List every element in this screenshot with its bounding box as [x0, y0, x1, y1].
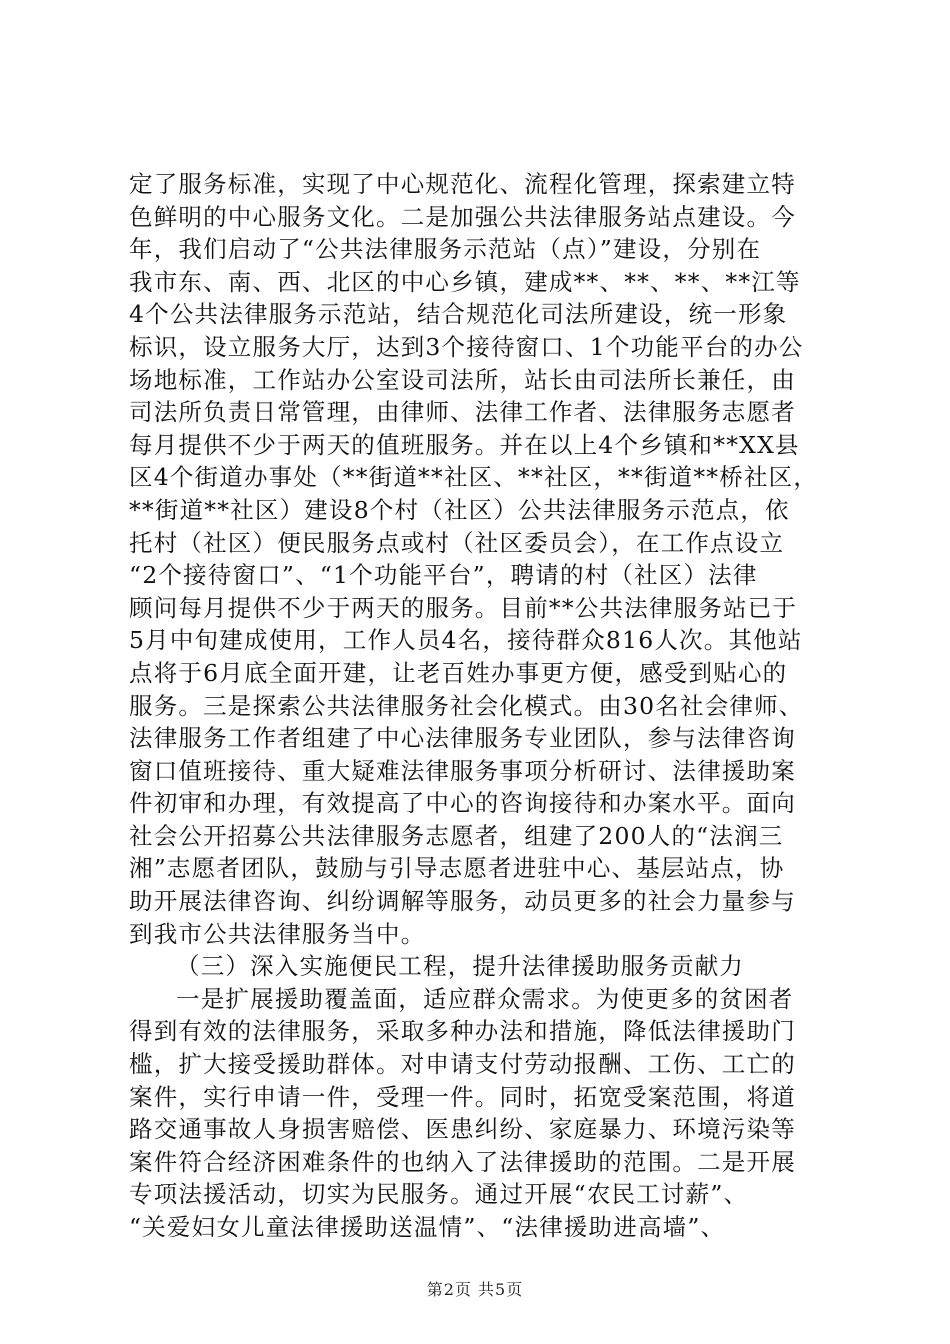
text-line: 司法所负责日常管理，由律师、法律工作者、法律服务志愿者 [129, 398, 796, 427]
text-line: “2个接待窗口”、“1个功能平台”，聘请的村（社区）法律 [129, 561, 758, 590]
text-line: 案件符合经济困难条件的也纳入了法律援助的范围。二是开展 [129, 1147, 796, 1176]
text-line: **街道**社区）建设8个村（社区）公共法律服务示范点，依 [129, 495, 790, 524]
text-line: 案件，实行申请一件，受理一件。同时，拓宽受案范围，将道 [129, 1082, 796, 1111]
text-line: 窗口值班接待、重大疑难法律服务事项分析研讨、法律援助案 [129, 756, 796, 785]
page-number-footer: 第2页 共5页 [426, 1280, 524, 1299]
text-line: 区4个街道办事处（**街道**社区、**社区，**街道**桥社区， [129, 463, 819, 492]
text-line: 助开展法律咨询、纠纷调解等服务，动员更多的社会力量参与 [129, 887, 796, 916]
text-line: 顾问每月提供不少于两天的服务。目前**公共法律服务站已于 [129, 593, 798, 622]
text-line: 托村（社区）便民服务点或村（社区委员会），在工作点设立 [129, 528, 785, 557]
text-line: 得到有效的法律服务，采取多种办法和措施，降低法律援助门 [129, 1017, 796, 1046]
text-line: 每月提供不少于两天的值班服务。并在以上4个乡镇和**XX县 [129, 430, 800, 459]
text-line: 色鲜明的中心服务文化。二是加强公共法律服务站点建设。今 [129, 202, 796, 231]
text-line: 到我市公共法律服务当中。 [129, 919, 426, 948]
text-line: 槛，扩大接受援助群体。对申请支付劳动报酬、工伤、工亡的 [129, 1050, 796, 1079]
text-line: “关爱妇女儿童法律援助送温情”、“法律援助进高墙”、 [129, 1213, 726, 1241]
text-line: 湘”志愿者团队，鼓励与引导志愿者进驻中心、基层站点，协 [129, 854, 785, 883]
text-line: 4个公共法律服务示范站，结合规范化司法所建设，统一形象 [129, 300, 788, 329]
text-line: 标识，设立服务大厅，达到3个接待窗口、1个功能平台的办公 [129, 332, 804, 361]
text-line: 件初审和办理，有效提高了中心的咨询接待和办案水平。面向 [129, 789, 796, 818]
text-line: 5月中旬建成使用，工作人员4名，接待群众816人次。其他站 [129, 626, 803, 655]
text-line: 服务。三是探索公共法律服务社会化模式。由30名社会律师、 [129, 691, 804, 720]
text-line: 专项法援活动，切实为民服务。通过开展“农民工讨薪”、 [129, 1180, 749, 1209]
text-line: 法律服务工作者组建了中心法律服务专业团队，参与法律咨询 [129, 724, 796, 753]
document-body [129, 168, 829, 1244]
text-line: 我市东、南、西、北区的中心乡镇，建成**、**、**、**江等 [129, 267, 801, 296]
section-heading: （三）深入实施便民工程，提升法律援助服务贡献力 [176, 952, 745, 981]
text-line: 场地标准，工作站办公室设司法所，站长由司法所长兼任，由 [129, 365, 796, 394]
text-line: 社会公开招募公共法律服务志愿者，组建了200人的“法润三 [129, 821, 784, 850]
text-line: 一是扩展援助覆盖面，适应群众需求。为使更多的贫困者 [176, 984, 794, 1013]
text-line: 路交通事故人身损害赔偿、医患纠纷、家庭暴力、环境污染等 [129, 1115, 796, 1144]
text-line: 年，我们启动了“公共法律服务示范站（点）”建设，分别在 [129, 235, 762, 264]
text-line: 点将于6月底全面开建，让老百姓办事更方便，感受到贴心的 [129, 658, 788, 687]
text-line: 定了服务标准，实现了中心规范化、流程化管理，探索建立特 [129, 170, 796, 198]
